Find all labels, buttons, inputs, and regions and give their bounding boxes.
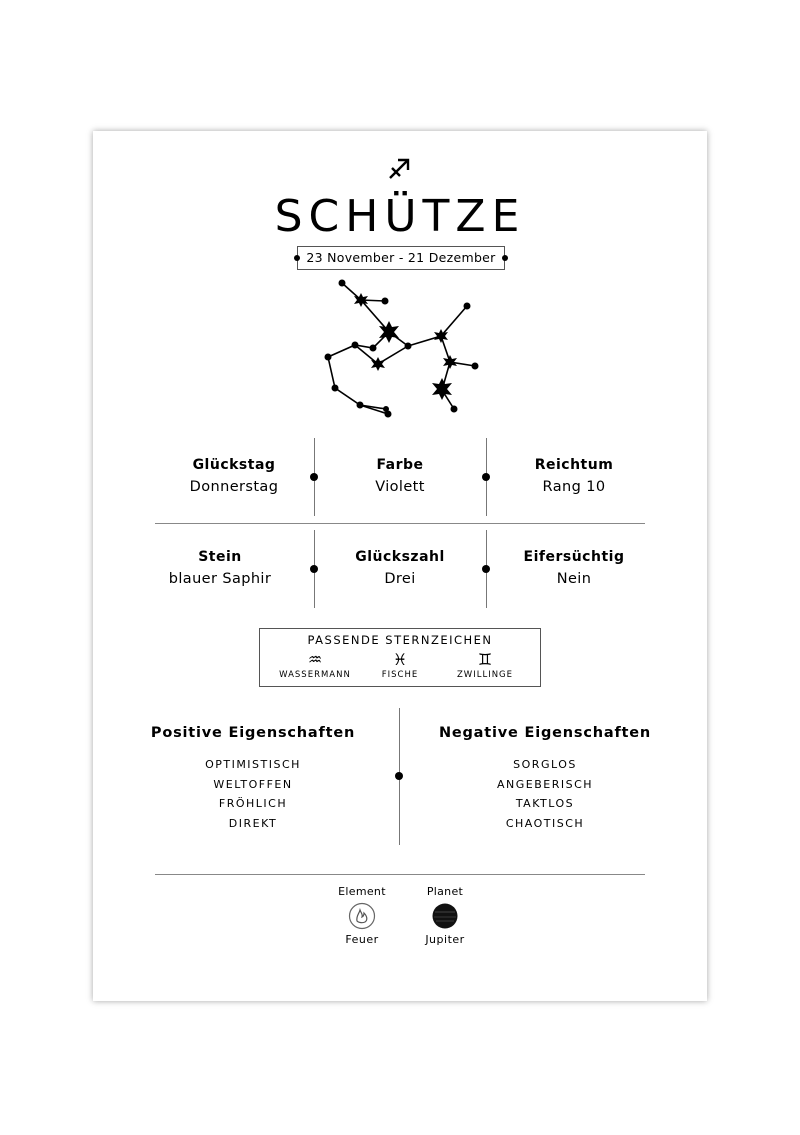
planet-value: Jupiter	[425, 933, 465, 946]
match-name: FISCHE	[381, 670, 419, 680]
jealous-cell	[494, 549, 654, 587]
match-name: WASSERMANN	[279, 670, 351, 680]
pisces-icon: ♓	[392, 650, 408, 669]
horoscope-poster	[93, 131, 707, 1001]
trait-item: SORGLOS	[513, 758, 577, 771]
lucky-number-cell	[320, 549, 480, 587]
positive-traits-heading: Positive Eigenschaften	[150, 725, 356, 741]
element-block	[322, 885, 402, 946]
lucky-day-cell	[154, 457, 314, 495]
aquarius-icon: ♒	[307, 650, 323, 669]
divider-horizontal	[155, 874, 645, 875]
divider-dot	[482, 473, 490, 481]
date-dot-left	[294, 255, 300, 261]
wealth-value: Rang 10	[542, 479, 606, 495]
wealth-label: Reichtum	[534, 457, 614, 473]
divider-dot	[395, 772, 403, 780]
gemini-icon: ♊	[477, 650, 493, 669]
planet-block	[405, 885, 485, 946]
planet-caption: Planet	[426, 885, 464, 898]
trait-item: FRÖHLICH	[218, 797, 288, 810]
lucky-day-label: Glückstag	[192, 457, 276, 473]
element-caption: Element	[338, 885, 386, 898]
trait-item: WELTOFFEN	[213, 777, 293, 791]
date-range: 23 November - 21 Dezember	[306, 250, 496, 265]
divider-dot	[310, 473, 318, 481]
color-label: Farbe	[376, 457, 424, 473]
matching-signs-box	[259, 628, 541, 687]
divider-dot	[310, 565, 318, 573]
divider-horizontal	[155, 523, 645, 524]
trait-item: ANGEBERISCH	[496, 777, 594, 791]
sagittarius-icon	[387, 157, 411, 181]
negative-traits	[420, 725, 670, 833]
jealous-label: Eifersüchtig	[523, 549, 625, 565]
match-gemini	[440, 651, 530, 680]
date-dot-right	[502, 255, 508, 261]
jealous-value: Nein	[556, 571, 592, 587]
trait-item: OPTIMISTISCH	[205, 758, 301, 771]
matching-signs-title: PASSENDE STERNZEICHEN	[307, 633, 493, 647]
match-pisces	[355, 651, 445, 680]
match-aquarius	[270, 651, 360, 680]
fire-element-icon	[348, 902, 376, 930]
wealth-cell	[494, 457, 654, 495]
page-title: SCHÜTZE	[274, 191, 526, 242]
stone-cell	[140, 549, 300, 587]
match-name: ZWILLINGE	[456, 670, 514, 680]
element-value: Feuer	[345, 933, 379, 946]
lucky-number-value: Drei	[384, 571, 416, 587]
lucky-number-label: Glückszahl	[355, 549, 445, 565]
positive-traits	[128, 725, 378, 833]
trait-item: CHAOTISCH	[505, 816, 585, 830]
trait-item: DIREKT	[228, 816, 278, 830]
negative-traits-heading: Negative Eigenschaften	[438, 725, 652, 741]
constellation-illustration	[315, 276, 485, 421]
color-value: Violett	[375, 479, 425, 495]
divider-dot	[482, 565, 490, 573]
jupiter-icon	[431, 902, 459, 930]
date-range-box	[297, 246, 505, 270]
stone-value: blauer Saphir	[168, 571, 272, 587]
lucky-day-value: Donnerstag	[189, 479, 279, 495]
stone-label: Stein	[198, 549, 242, 565]
trait-item: TAKTLOS	[515, 797, 575, 810]
color-cell	[320, 457, 480, 495]
